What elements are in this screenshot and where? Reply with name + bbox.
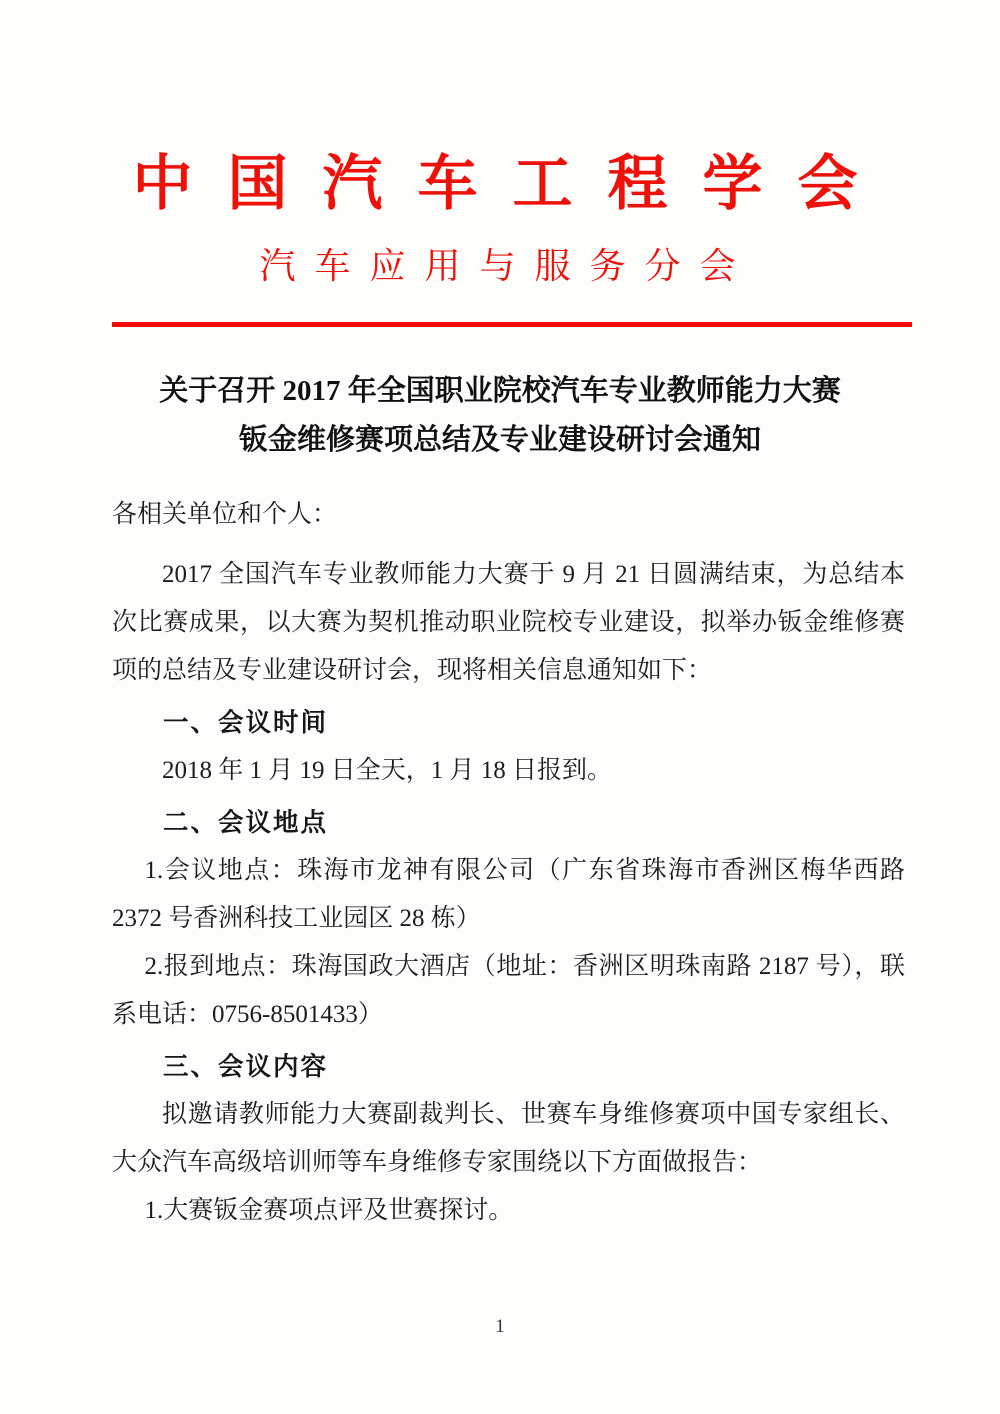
letterhead — [0, 0, 1000, 327]
section-2-heading: 二、会议地点 — [163, 808, 329, 838]
section-3-paragraph-1: 拟邀请教师能力大赛副裁判长、世赛车身维修赛项中国专家组长、大众汽车高级培训师等车身维修专家围绕以下方面做报告： — [112, 1101, 905, 1177]
section-3-paragraph-2: 1.大赛钣金赛项点评及世赛探讨。 — [144, 1197, 514, 1225]
intro-paragraph: 2017 全国汽车专业教师能力大赛于 9 月 21 日圆满结束，为总结本次比赛成果，以大赛为契机推动职业院校专业建设，拟举办钣金维修赛项的总结及专业建设研讨会，现将相关信息通知如下： — [112, 561, 905, 685]
section-2-paragraph-1: 1.会议地点：珠海市龙神有限公司（广东省珠海市香洲区梅华西路 2372 号香洲科技工业园区 28 栋） — [112, 857, 905, 933]
salutation: 各相关单位和个人： — [112, 501, 338, 529]
section-2-paragraph-2: 2.报到地点：珠海国政大酒店（地址：香洲区明珠南路 2187 号），联系电话：0756-8501433） — [112, 953, 905, 1029]
page-number: 1 — [495, 1316, 505, 1337]
letterhead-branch-name: 汽 车 应 用 与 服 务 分 会 — [259, 246, 741, 286]
notice-body — [112, 491, 905, 1235]
letterhead-divider-rule — [112, 322, 912, 327]
section-1-paragraph-1: 2018 年 1 月 19 日全天，1 月 18 日报到。 — [162, 757, 613, 785]
notice-title — [70, 367, 930, 465]
letterhead-org-name: 中 国 汽 车 工 程 学 会 — [132, 151, 868, 217]
page-footer — [0, 1316, 1000, 1338]
section-3-heading: 三、会议内容 — [163, 1052, 329, 1082]
notice-title-line2: 钣金维修赛项总结及专业建设研讨会通知 — [238, 424, 761, 457]
section-1-heading: 一、会议时间 — [163, 708, 329, 738]
notice-title-line1: 关于召开 2017 年全国职业院校汽车专业教师能力大赛 — [159, 375, 841, 408]
